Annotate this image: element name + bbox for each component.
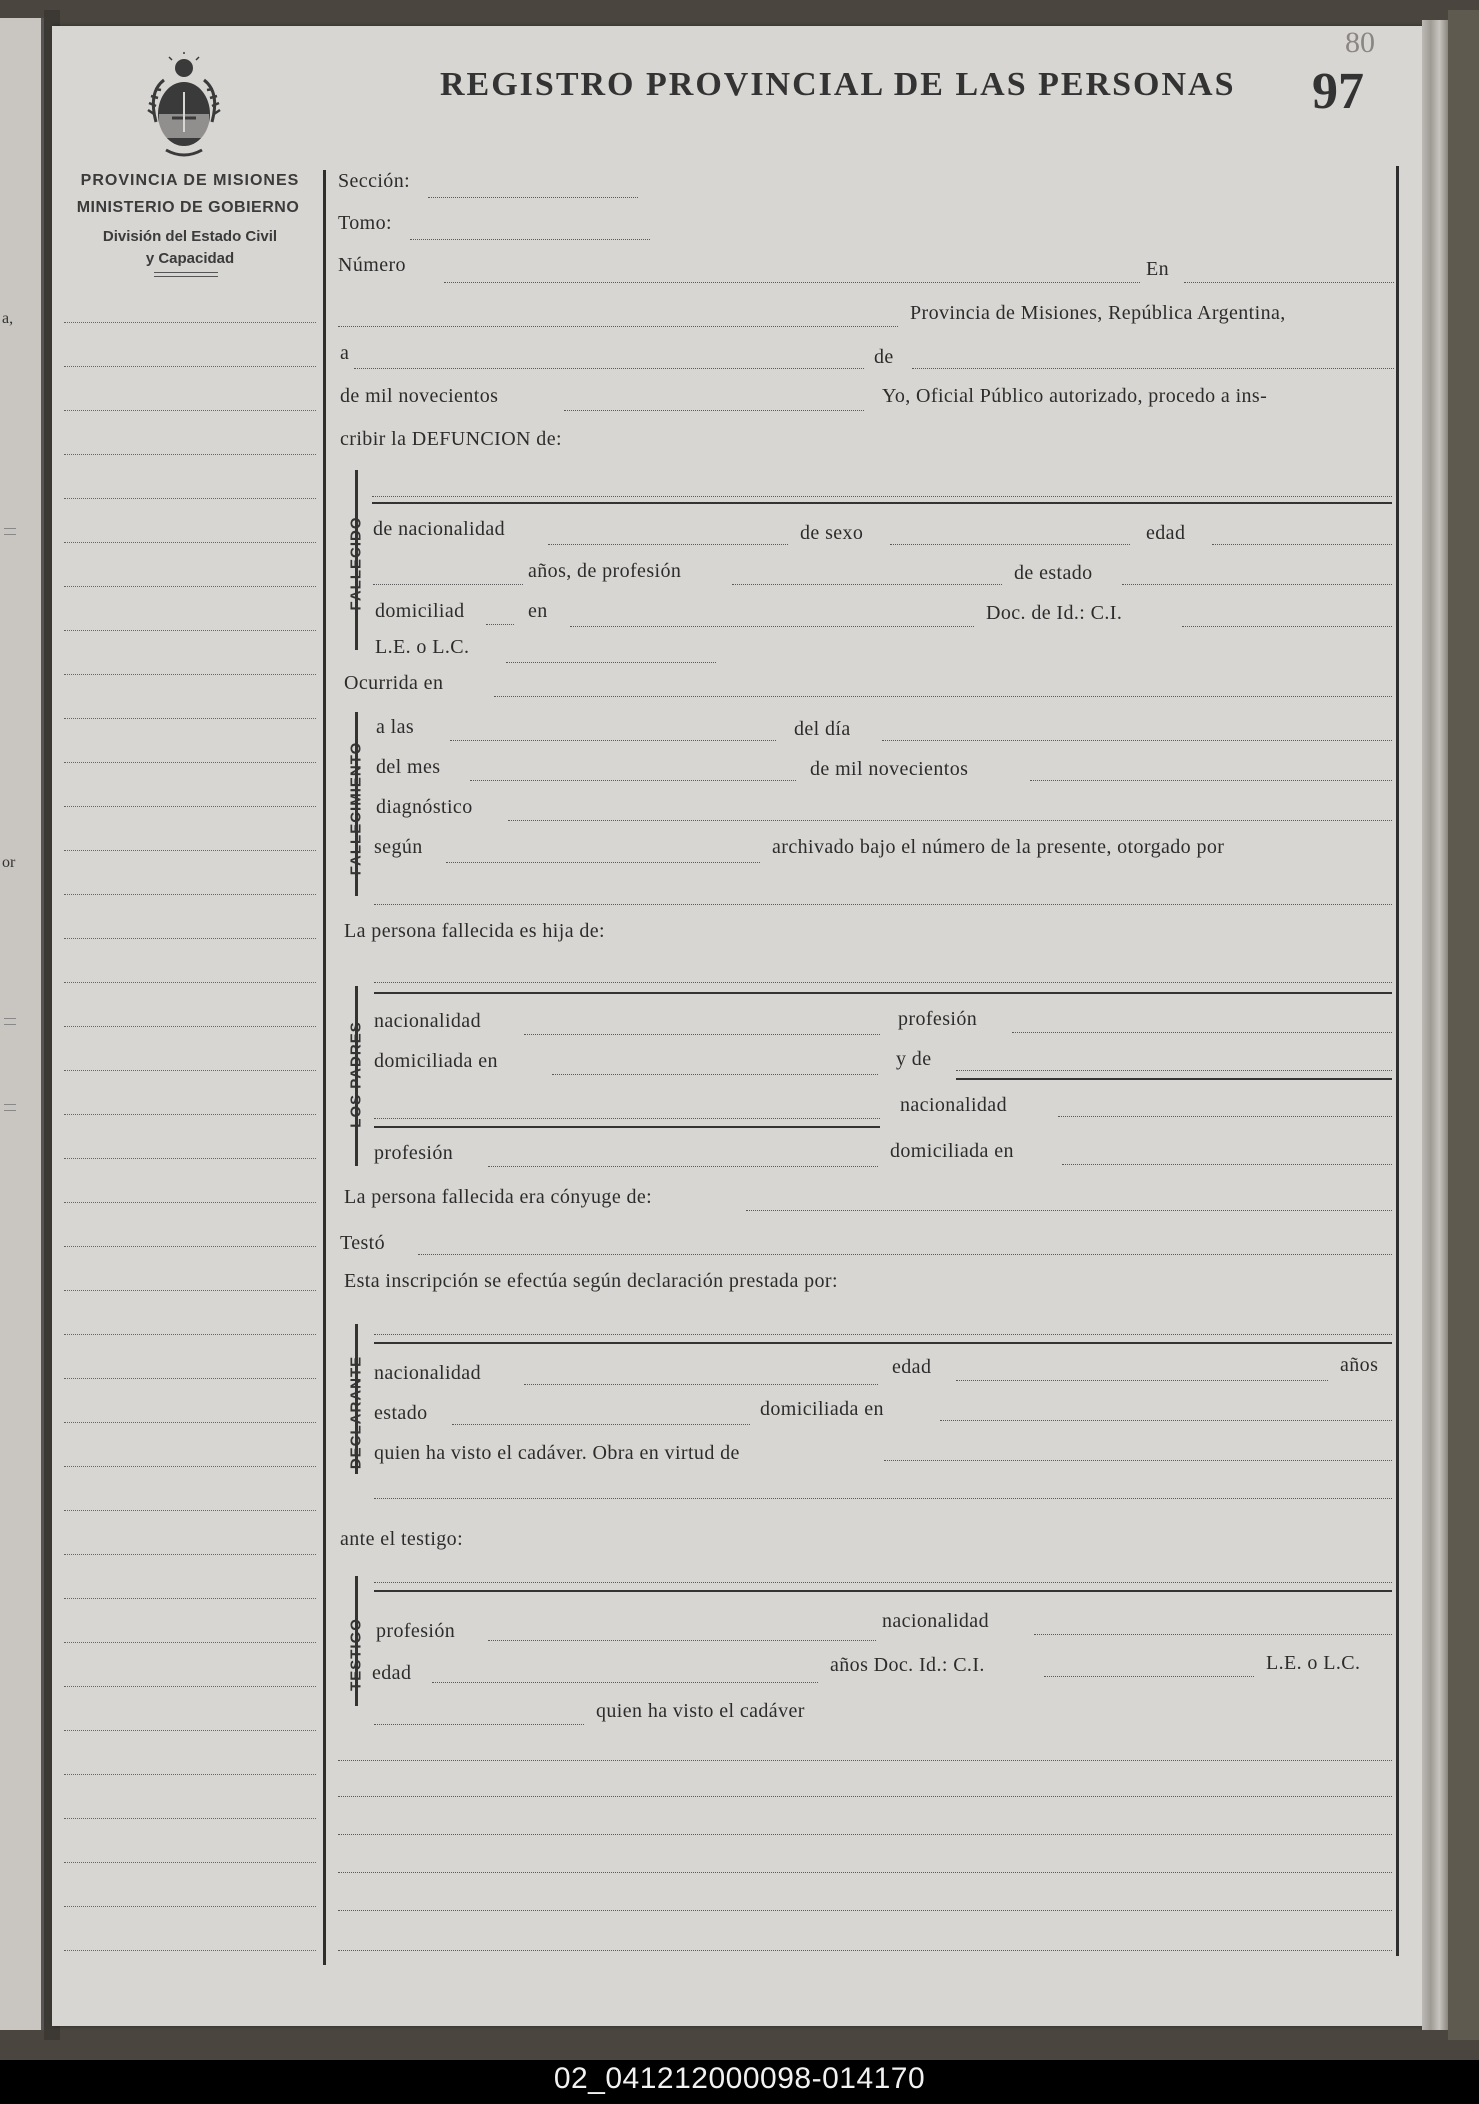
label-ante-testigo: ante el testigo: [340,1528,464,1550]
margin-ruled-line[interactable] [64,718,316,719]
label-sexo: de sexo [800,522,864,544]
field-domicilio[interactable] [570,626,974,627]
label-conyuge: La persona fallecida era cónyuge de: [344,1186,653,1208]
field-estado[interactable] [1122,584,1392,585]
label-testigo-le-lc: L.E. o L.C. [1266,1652,1361,1674]
field-testo[interactable] [418,1254,1392,1255]
field-ocurrida[interactable] [494,696,1392,697]
label-diagnostico: diagnóstico [376,796,473,818]
label-le-lc: L.E. o L.C. [375,636,470,658]
label-testigo-visto: quien ha visto el cadáver [596,1700,805,1722]
right-rule [1396,166,1399,1956]
label-provincia: Provincia de Misiones, República Argentina, [910,302,1286,324]
label-declarante-nacionalidad: nacionalidad [374,1362,481,1384]
left-page-edge [0,18,44,2030]
page-title: REGISTRO PROVINCIAL DE LAS PERSONAS [440,66,1236,103]
left-page-fragment: a, [2,310,14,327]
field-dia[interactable] [882,740,1392,741]
margin-ruled-line[interactable] [64,1158,316,1159]
label-doc: Doc. de Id.: C.I. [986,602,1123,624]
margin-ruled-line[interactable] [64,1114,316,1115]
label-segun: según [374,836,423,858]
field-conyuge[interactable] [746,1210,1392,1211]
field-seccion[interactable] [428,197,638,198]
label-cribir: cribir la DEFUNCION de: [340,428,562,450]
field-declarante-domicilio[interactable] [940,1420,1392,1421]
label-mil-novecientos: de mil novecientos [810,758,969,780]
margin-ruled-line[interactable] [64,1510,316,1511]
margin-ruled-line[interactable] [64,1950,316,1951]
margin-ruled-line[interactable] [64,762,316,763]
field-notes-line[interactable] [338,1950,1392,1951]
label-de: de [874,346,894,368]
field-hora[interactable] [450,740,776,741]
field-segun[interactable] [446,862,760,863]
field-numero[interactable] [444,282,1140,283]
declarante-rule [374,1342,1392,1344]
label-testigo-profesion: profesión [376,1620,456,1642]
section-label-fallecimiento: FALLECIMIENTO [347,741,365,876]
label-de-mil: de mil novecientos [340,385,499,407]
field-padre-name[interactable] [374,982,1392,983]
margin-ruled-line[interactable] [64,410,316,411]
field-anio-fallecimiento[interactable] [1030,780,1392,781]
margin-ruled-line[interactable] [64,586,316,587]
margin-ruled-line[interactable] [64,1686,316,1687]
authority-underline [154,272,218,277]
field-declarante-nacionalidad[interactable] [524,1384,878,1385]
label-del-dia: del día [794,718,851,740]
margin-ruled-line[interactable] [64,1774,316,1775]
label-del-mes: del mes [376,756,441,778]
field-testigo-edad[interactable] [432,1682,818,1683]
label-en-domicilio: en [528,600,548,622]
margin-ruled-line[interactable] [64,1554,316,1555]
label-hija-de: La persona fallecida es hija de: [344,920,606,942]
testigo-rule [374,1590,1392,1592]
authority-province: PROVINCIA DE MISIONES [80,172,300,189]
authority-division: División del Estado Civil [102,228,278,245]
margin-ruled-line[interactable] [64,630,316,631]
label-yo-oficial: Yo, Oficial Público autorizado, procedo a ins- [882,385,1268,407]
field-declarante-virtud[interactable] [884,1460,1392,1461]
field-declarante-name[interactable] [374,1334,1392,1335]
label-declarante-edad: edad [892,1356,932,1378]
book-cover-edge [1448,10,1479,2040]
left-page-mark [4,528,16,529]
margin-ruled-line[interactable] [64,498,316,499]
label-padre-domiciliada: domiciliada en [374,1050,498,1072]
margin-ruled-line[interactable] [64,1730,316,1731]
margin-ruled-line[interactable] [64,1862,316,1863]
margin-ruled-line[interactable] [64,1906,316,1907]
margin-ruled-line[interactable] [64,1026,316,1027]
field-testigo-nacionalidad[interactable] [1034,1634,1392,1635]
margin-ruled-line[interactable] [64,1246,316,1247]
field-madre-name[interactable] [956,1070,1392,1071]
section-label-fallecido: FALLECIDO [347,516,365,611]
section-label-testigo: TESTIGO [347,1618,365,1691]
field-diagnostico[interactable] [508,820,1392,821]
field-declarante-cont[interactable] [374,1498,1392,1499]
margin-ruled-line[interactable] [64,1070,316,1071]
label-domiciliad: domiciliad [375,600,465,622]
left-page-mark [4,1104,16,1105]
field-profesion[interactable] [732,584,1002,585]
label-testo: Testó [340,1232,386,1254]
fallecido-rule [372,502,1392,504]
label-a-las: a las [376,716,415,738]
padres-rule [374,992,1392,994]
left-page-fragment: or [2,854,16,871]
madre-rule-cont [374,1126,880,1128]
label-numero: Número [338,254,406,276]
field-place[interactable] [338,326,898,327]
margin-ruled-line[interactable] [64,1642,316,1643]
label-testigo-edad: edad [372,1662,412,1684]
madre-rule [956,1078,1392,1080]
field-fallecido-name[interactable] [372,496,1392,497]
label-testigo-nacionalidad: nacionalidad [882,1610,989,1632]
margin-ruled-line[interactable] [64,1290,316,1291]
page-stack-edge [1422,20,1448,2030]
label-edad: edad [1146,522,1186,544]
left-page-mark [4,1018,16,1019]
label-tomo: Tomo: [338,212,392,234]
field-otorgado[interactable] [374,904,1392,905]
margin-ruled-line[interactable] [64,1818,316,1819]
label-madre-nacionalidad: nacionalidad [900,1094,1007,1116]
label-anos-profesion: años, de profesión [528,560,682,582]
field-a[interactable] [354,368,864,369]
left-page-mark [4,534,16,535]
label-inscripcion: Esta inscripción se efectúa según declaración prestada por: [344,1270,838,1292]
margin-ruled-line[interactable] [64,1466,316,1467]
margin-ruled-line[interactable] [64,542,316,543]
margin-ruled-line[interactable] [64,982,316,983]
field-edad[interactable] [1212,544,1392,545]
margin-ruled-line[interactable] [64,1422,316,1423]
field-nacionalidad[interactable] [548,544,788,545]
label-madre-domiciliada: domiciliada en [890,1140,1014,1162]
field-madre-name-cont[interactable] [374,1118,880,1119]
field-notes-line[interactable] [338,1834,1392,1835]
label-ocurrida: Ocurrida en [344,672,444,694]
left-page-mark [4,1110,16,1111]
folio-number: 97 [1312,63,1364,120]
field-year[interactable] [564,410,864,411]
field-madre-profesion[interactable] [488,1166,878,1167]
field-padre-domicilio[interactable] [552,1074,878,1075]
margin-ruled-line[interactable] [64,454,316,455]
field-testigo-name[interactable] [374,1582,1392,1583]
label-nacionalidad: de nacionalidad [373,518,506,540]
margin-ruled-line[interactable] [64,1202,316,1203]
label-padre-nacionalidad: nacionalidad [374,1010,481,1032]
label-declarante-anos: años [1340,1354,1379,1376]
field-declarante-edad[interactable] [956,1380,1328,1381]
coat-of-arms-icon [144,52,224,162]
field-padre-nacionalidad[interactable] [524,1034,880,1035]
label-archivado: archivado bajo el número de la presente, otorgado por [772,836,1225,858]
folio-old-number: 80 [1345,26,1375,59]
field-notes-line[interactable] [338,1796,1392,1797]
field-testigo-le-lc[interactable] [374,1724,584,1725]
authority-capacity: y Capacidad [145,250,235,267]
field-testigo-profesion[interactable] [488,1640,876,1641]
margin-ruled-line[interactable] [64,806,316,807]
authority-ministry: MINISTERIO DE GOBIERNO [76,199,300,216]
label-testigo-anos-doc: años Doc. Id.: C.I. [830,1654,985,1676]
field-ci[interactable] [1182,626,1392,627]
margin-ruled-line[interactable] [64,1334,316,1335]
label-a: a [340,342,350,364]
field-madre-nacionalidad[interactable] [1058,1116,1392,1117]
label-declarante-estado: estado [374,1402,428,1424]
margin-ruled-line[interactable] [64,366,316,367]
field-le-lc[interactable] [506,662,716,663]
margin-ruled-line[interactable] [64,322,316,323]
field-padre-profesion[interactable] [1012,1032,1392,1033]
field-testigo-ci[interactable] [1044,1676,1254,1677]
margin-ruled-line[interactable] [64,894,316,895]
field-declarante-estado[interactable] [452,1424,750,1425]
field-en[interactable] [1184,282,1394,283]
margin-ruled-line[interactable] [64,1378,316,1379]
margin-ruled-line[interactable] [64,674,316,675]
field-de[interactable] [912,368,1394,369]
margin-ruled-line[interactable] [64,850,316,851]
field-notes-line[interactable] [338,1760,1392,1761]
label-seccion: Sección: [338,170,411,192]
label-declarante-visto: quien ha visto el cadáver. Obra en virtud de [374,1442,740,1464]
field-mes[interactable] [470,780,796,781]
label-y-de: y de [896,1048,932,1070]
label-padre-profesion: profesión [898,1008,978,1030]
margin-ruled-line[interactable] [64,1598,316,1599]
margin-ruled-line[interactable] [64,938,316,939]
label-en: En [1146,258,1170,280]
image-caption: 02_041212000098-014170 [553,2062,926,2095]
section-label-declarante: DECLARANTE [347,1355,365,1470]
label-estado: de estado [1014,562,1093,584]
field-tomo[interactable] [410,239,650,240]
field-anos[interactable] [373,584,523,585]
field-sexo[interactable] [890,544,1130,545]
field-notes-line[interactable] [338,1910,1392,1911]
section-label-padres: LOS PADRES [347,1021,365,1128]
margin-rule [323,170,326,1965]
label-madre-profesion: profesión [374,1142,454,1164]
left-page-mark [4,1024,16,1025]
field-domiciliad-suffix[interactable] [486,624,514,625]
label-declarante-domiciliada: domiciliada en [760,1398,884,1420]
field-notes-line[interactable] [338,1872,1392,1873]
field-madre-domicilio[interactable] [1062,1164,1392,1165]
